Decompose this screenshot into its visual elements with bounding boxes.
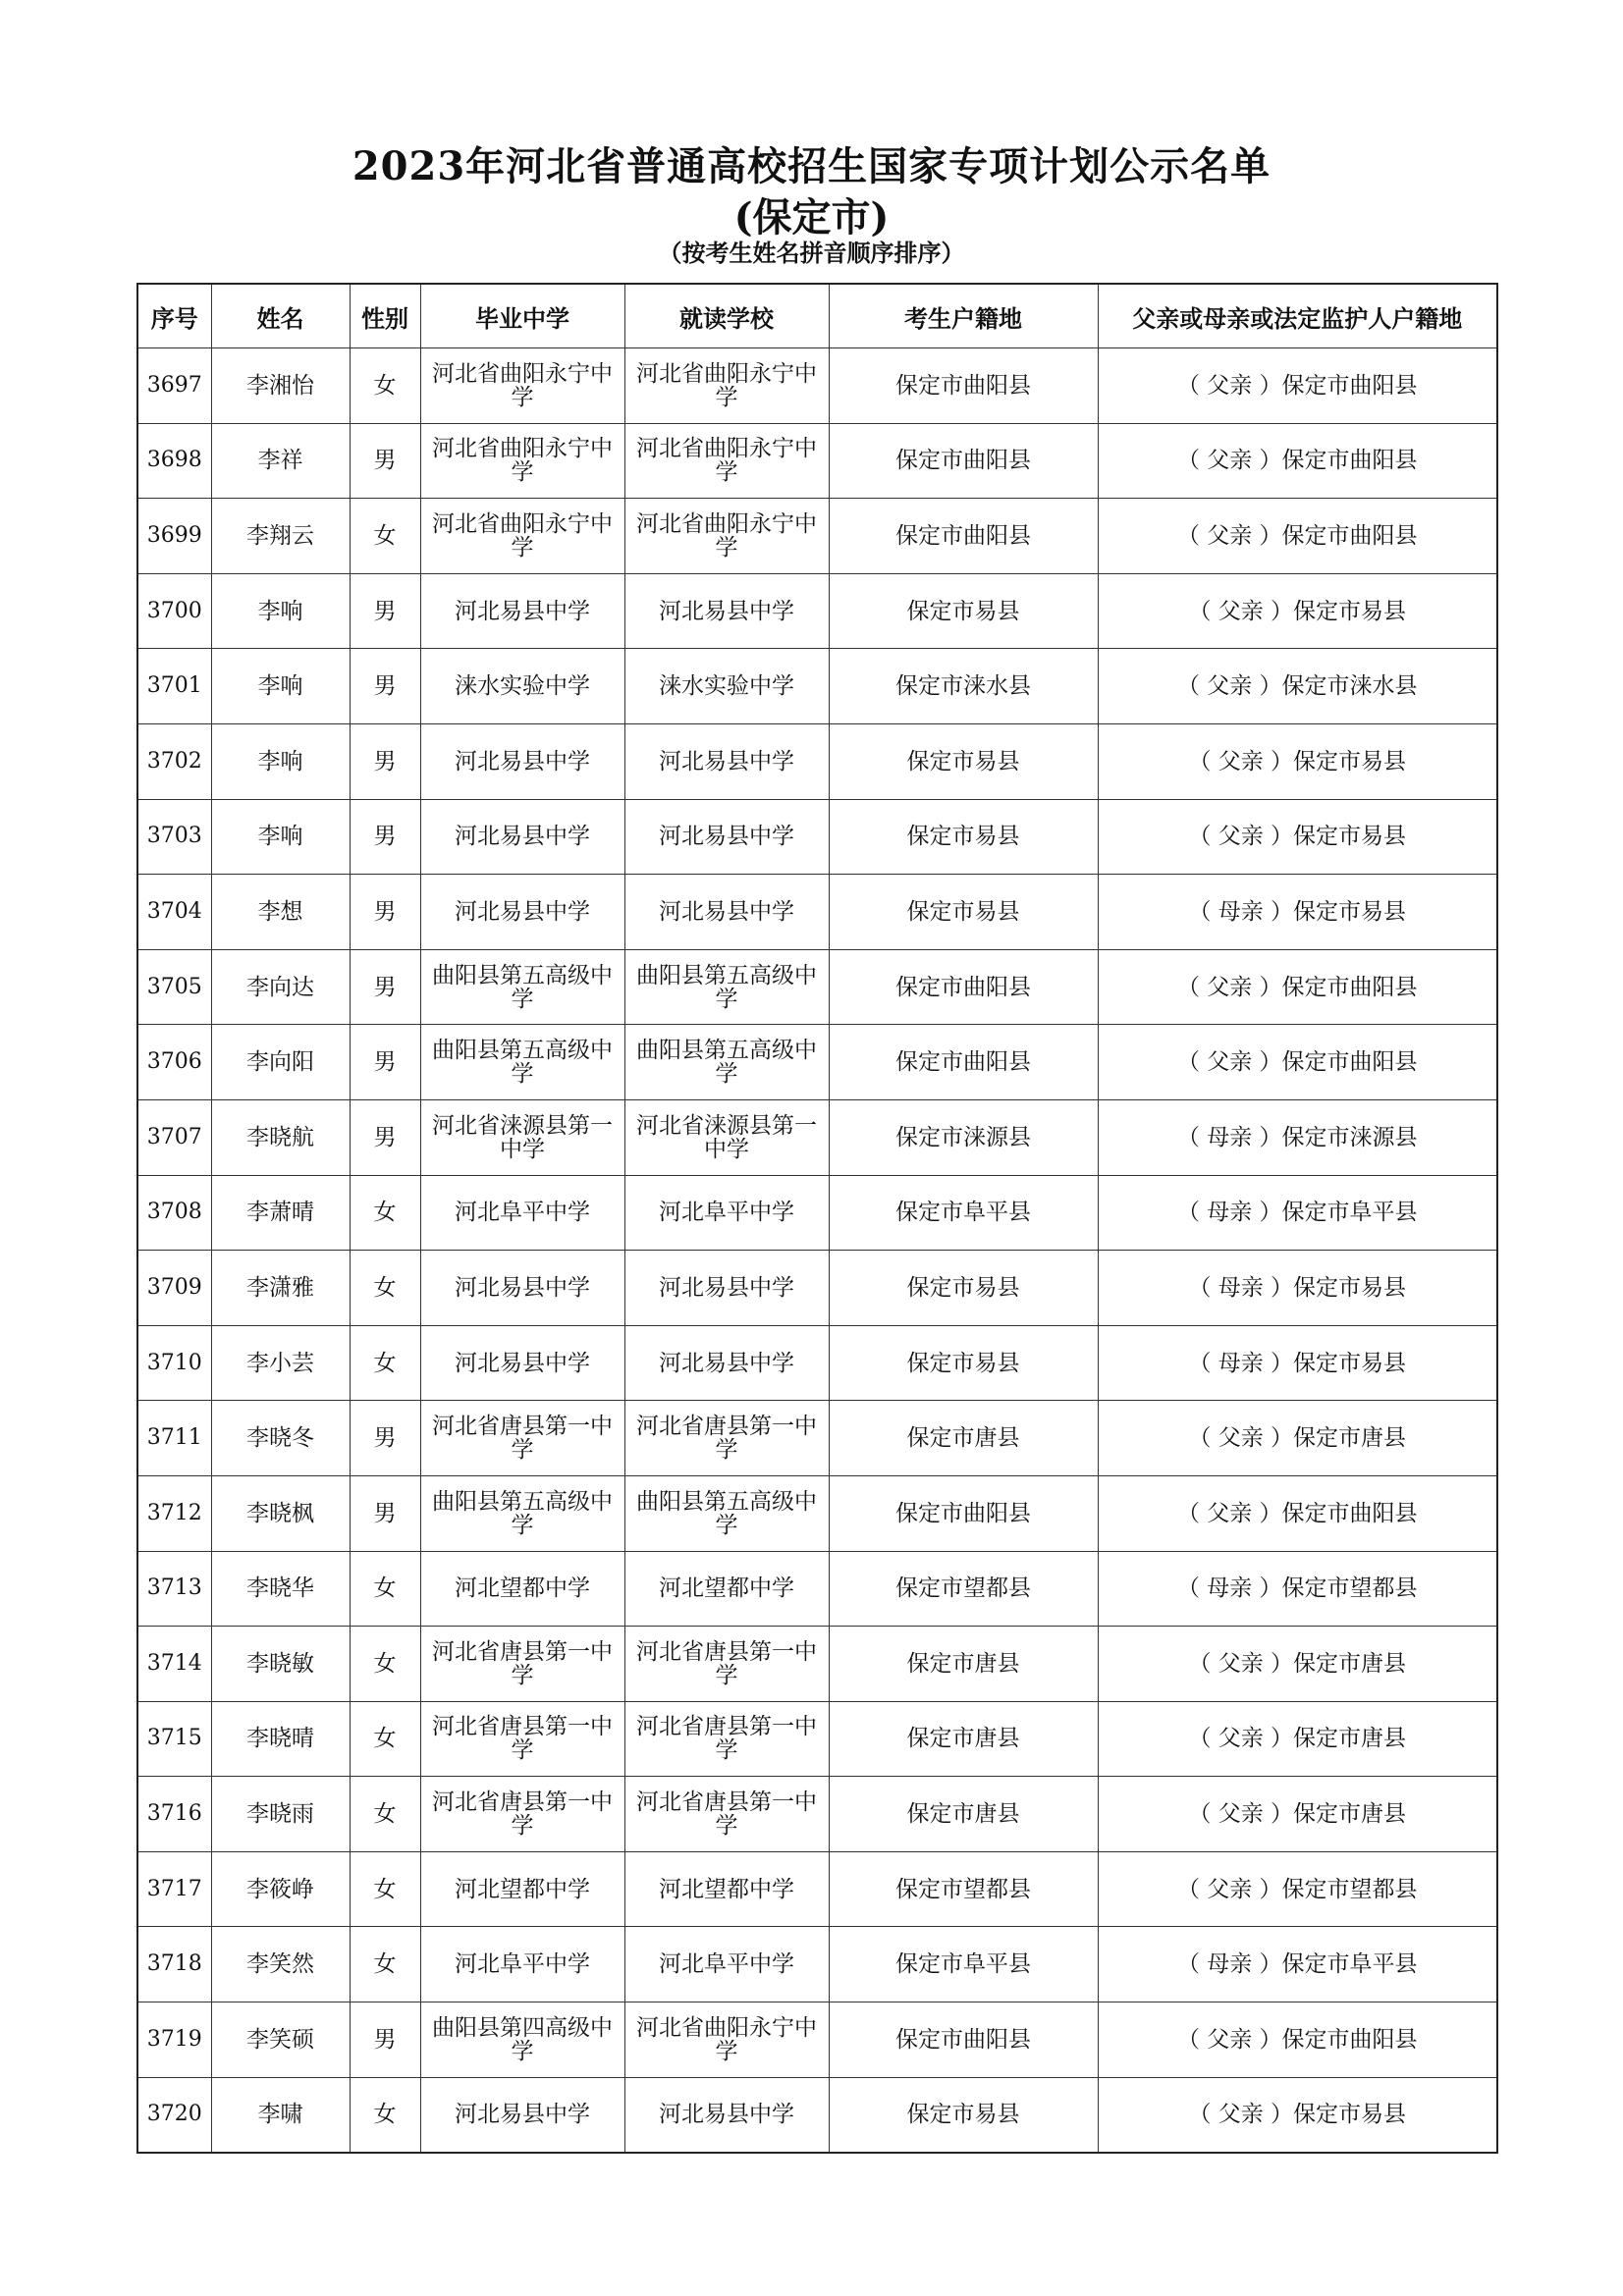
gender-cell: 女	[350, 1851, 420, 1927]
guardian-residence-cell: （ 母亲 ）保定市望都县	[1098, 1551, 1497, 1627]
table-row	[137, 949, 1497, 1025]
col-header-current-school: 就读学校	[624, 284, 829, 348]
residence-cell: 保定市易县	[829, 723, 1098, 799]
name-cell: 李筱峥	[211, 1851, 350, 1927]
residence-cell: 保定市易县	[829, 875, 1098, 950]
seq-cell: 3713	[137, 1551, 211, 1627]
current-school-cell: 河北易县中学	[624, 573, 829, 649]
guardian-residence-cell: （ 父亲 ）保定市易县	[1098, 723, 1497, 799]
current-school-cell: 河北易县中学	[624, 799, 829, 875]
table-row	[137, 2002, 1497, 2078]
seq-cell: 3707	[137, 1099, 211, 1175]
current-school-cell: 河北易县中学	[624, 723, 829, 799]
table-row	[137, 2077, 1497, 2153]
sort-note: （按考生姓名拼音顺序排序）	[658, 240, 965, 267]
name-cell: 李啸	[211, 2077, 350, 2153]
col-header-seq: 序号	[137, 284, 211, 348]
guardian-residence-cell: （ 父亲 ）保定市望都县	[1098, 1851, 1497, 1927]
residence-cell: 保定市易县	[829, 1251, 1098, 1326]
guardian-residence-cell: （ 父亲 ）保定市唐县	[1098, 1401, 1497, 1476]
roster-table	[136, 283, 1498, 2154]
residence-cell: 保定市唐县	[829, 1777, 1098, 1852]
grad-school-cell: 涞水实验中学	[420, 649, 624, 724]
seq-cell: 3712	[137, 1475, 211, 1551]
table-row	[137, 1851, 1497, 1927]
current-school-cell: 曲阳县第五高级中学	[624, 949, 829, 1025]
residence-cell: 保定市曲阳县	[829, 949, 1098, 1025]
grad-school-cell: 曲阳县第五高级中学	[420, 949, 624, 1025]
name-cell: 李笑然	[211, 1927, 350, 2002]
grad-school-cell: 河北省唐县第一中学	[420, 1777, 624, 1852]
col-header-guardian-residence: 父亲或母亲或法定监护人户籍地	[1098, 284, 1497, 348]
grad-school-cell: 河北省唐县第一中学	[420, 1401, 624, 1476]
name-cell: 李晓枫	[211, 1475, 350, 1551]
guardian-residence-cell: （ 父亲 ）保定市易县	[1098, 2077, 1497, 2153]
guardian-residence-cell: （ 父亲 ）保定市易县	[1098, 573, 1497, 649]
seq-cell: 3698	[137, 423, 211, 499]
seq-cell: 3709	[137, 1251, 211, 1326]
current-school-cell: 河北省曲阳永宁中学	[624, 423, 829, 499]
current-school-cell: 河北望都中学	[624, 1551, 829, 1627]
grad-school-cell: 河北阜平中学	[420, 1927, 624, 2002]
gender-cell: 女	[350, 1551, 420, 1627]
name-cell: 李向达	[211, 949, 350, 1025]
guardian-residence-cell: （ 母亲 ）保定市易县	[1098, 1251, 1497, 1326]
name-cell: 李晓航	[211, 1099, 350, 1175]
table-row	[137, 723, 1497, 799]
table-row	[137, 1551, 1497, 1627]
seq-cell: 3706	[137, 1025, 211, 1100]
seq-cell: 3715	[137, 1701, 211, 1777]
table-row	[137, 423, 1497, 499]
seq-cell: 3720	[137, 2077, 211, 2153]
gender-cell: 女	[350, 1325, 420, 1401]
name-cell: 李晓敏	[211, 1627, 350, 1702]
gender-cell: 女	[350, 348, 420, 424]
grad-school-cell: 河北易县中学	[420, 1325, 624, 1401]
seq-cell: 3701	[137, 649, 211, 724]
table-row	[137, 649, 1497, 724]
gender-cell: 男	[350, 1401, 420, 1476]
grad-school-cell: 河北省唐县第一中学	[420, 1701, 624, 1777]
guardian-residence-cell: （ 父亲 ）保定市唐县	[1098, 1627, 1497, 1702]
table-row	[137, 875, 1497, 950]
name-cell: 李响	[211, 723, 350, 799]
grad-school-cell: 曲阳县第五高级中学	[420, 1475, 624, 1551]
guardian-residence-cell: （ 母亲 ）保定市阜平县	[1098, 1175, 1497, 1251]
table-row	[137, 1325, 1497, 1401]
table-row	[137, 1701, 1497, 1777]
residence-cell: 保定市易县	[829, 573, 1098, 649]
guardian-residence-cell: （ 父亲 ）保定市曲阳县	[1098, 2002, 1497, 2078]
table-row	[137, 1175, 1497, 1251]
name-cell: 李湘怡	[211, 348, 350, 424]
residence-cell: 保定市曲阳县	[829, 499, 1098, 574]
gender-cell: 女	[350, 1777, 420, 1852]
current-school-cell: 曲阳县第五高级中学	[624, 1475, 829, 1551]
current-school-cell: 河北省唐县第一中学	[624, 1627, 829, 1702]
gender-cell: 女	[350, 1627, 420, 1702]
seq-cell: 3717	[137, 1851, 211, 1927]
gender-cell: 男	[350, 1099, 420, 1175]
residence-cell: 保定市易县	[829, 799, 1098, 875]
table-row	[137, 1927, 1497, 2002]
guardian-residence-cell: （ 母亲 ）保定市易县	[1098, 875, 1497, 950]
table-row	[137, 1025, 1497, 1100]
residence-cell: 保定市涞水县	[829, 649, 1098, 724]
current-school-cell: 河北省涞源县第一中学	[624, 1099, 829, 1175]
guardian-residence-cell: （ 父亲 ）保定市易县	[1098, 799, 1497, 875]
seq-cell: 3708	[137, 1175, 211, 1251]
current-school-cell: 河北易县中学	[624, 1251, 829, 1326]
residence-cell: 保定市易县	[829, 2077, 1098, 2153]
seq-cell: 3703	[137, 799, 211, 875]
grad-school-cell: 河北省曲阳永宁中学	[420, 423, 624, 499]
gender-cell: 男	[350, 723, 420, 799]
current-school-cell: 河北易县中学	[624, 1325, 829, 1401]
seq-cell: 3711	[137, 1401, 211, 1476]
page-title: 2023年河北省普通高校招生国家专项计划公示名单	[352, 143, 1271, 189]
name-cell: 李翔云	[211, 499, 350, 574]
residence-cell: 保定市阜平县	[829, 1175, 1098, 1251]
seq-cell: 3700	[137, 573, 211, 649]
current-school-cell: 涞水实验中学	[624, 649, 829, 724]
seq-cell: 3697	[137, 348, 211, 424]
grad-school-cell: 河北易县中学	[420, 1251, 624, 1326]
seq-cell: 3716	[137, 1777, 211, 1852]
gender-cell: 男	[350, 573, 420, 649]
seq-cell: 3710	[137, 1325, 211, 1401]
name-cell: 李祥	[211, 423, 350, 499]
seq-cell: 3704	[137, 875, 211, 950]
guardian-residence-cell: （ 父亲 ）保定市曲阳县	[1098, 949, 1497, 1025]
table-row	[137, 799, 1497, 875]
name-cell: 李晓雨	[211, 1777, 350, 1852]
guardian-residence-cell: （ 父亲 ）保定市曲阳县	[1098, 1025, 1497, 1100]
seq-cell: 3719	[137, 2002, 211, 2078]
grad-school-cell: 曲阳县第五高级中学	[420, 1025, 624, 1100]
current-school-cell: 河北省唐县第一中学	[624, 1401, 829, 1476]
current-school-cell: 河北望都中学	[624, 1851, 829, 1927]
residence-cell: 保定市曲阳县	[829, 348, 1098, 424]
name-cell: 李笑硕	[211, 2002, 350, 2078]
grad-school-cell: 河北省唐县第一中学	[420, 1627, 624, 1702]
seq-cell: 3699	[137, 499, 211, 574]
table-row	[137, 1401, 1497, 1476]
roster-body	[137, 348, 1497, 2154]
residence-cell: 保定市曲阳县	[829, 1025, 1098, 1100]
gender-cell: 男	[350, 1025, 420, 1100]
grad-school-cell: 河北望都中学	[420, 1551, 624, 1627]
current-school-cell: 河北省唐县第一中学	[624, 1777, 829, 1852]
col-header-name: 姓名	[211, 284, 350, 348]
grad-school-cell: 曲阳县第四高级中学	[420, 2002, 624, 2078]
guardian-residence-cell: （ 父亲 ）保定市曲阳县	[1098, 1475, 1497, 1551]
gender-cell: 女	[350, 1251, 420, 1326]
gender-cell: 男	[350, 2002, 420, 2078]
seq-cell: 3705	[137, 949, 211, 1025]
name-cell: 李小芸	[211, 1325, 350, 1401]
gender-cell: 男	[350, 423, 420, 499]
gender-cell: 女	[350, 1701, 420, 1777]
residence-cell: 保定市唐县	[829, 1701, 1098, 1777]
name-cell: 李晓华	[211, 1551, 350, 1627]
col-header-grad-school: 毕业中学	[420, 284, 624, 348]
residence-cell: 保定市易县	[829, 1325, 1098, 1401]
grad-school-cell: 河北省曲阳永宁中学	[420, 348, 624, 424]
seq-cell: 3714	[137, 1627, 211, 1702]
name-cell: 李想	[211, 875, 350, 950]
residence-cell: 保定市曲阳县	[829, 1475, 1098, 1551]
name-cell: 李向阳	[211, 1025, 350, 1100]
current-school-cell: 河北省曲阳永宁中学	[624, 348, 829, 424]
table-row	[137, 1777, 1497, 1852]
grad-school-cell: 河北易县中学	[420, 2077, 624, 2153]
grad-school-cell: 河北省涞源县第一中学	[420, 1099, 624, 1175]
col-header-gender: 性别	[350, 284, 420, 348]
table-row	[137, 573, 1497, 649]
residence-cell: 保定市涞源县	[829, 1099, 1098, 1175]
residence-cell: 保定市曲阳县	[829, 2002, 1098, 2078]
name-cell: 李潇雅	[211, 1251, 350, 1326]
current-school-cell: 河北省曲阳永宁中学	[624, 499, 829, 574]
current-school-cell: 曲阳县第五高级中学	[624, 1025, 829, 1100]
residence-cell: 保定市唐县	[829, 1627, 1098, 1702]
gender-cell: 男	[350, 649, 420, 724]
col-header-residence: 考生户籍地	[829, 284, 1098, 348]
name-cell: 李响	[211, 799, 350, 875]
table-row	[137, 1475, 1497, 1551]
current-school-cell: 河北阜平中学	[624, 1927, 829, 2002]
name-cell: 李晓晴	[211, 1701, 350, 1777]
residence-cell: 保定市唐县	[829, 1401, 1098, 1476]
guardian-residence-cell: （ 父亲 ）保定市曲阳县	[1098, 348, 1497, 424]
name-cell: 李响	[211, 649, 350, 724]
seq-cell: 3718	[137, 1927, 211, 2002]
gender-cell: 男	[350, 949, 420, 1025]
gender-cell: 女	[350, 1927, 420, 2002]
table-row	[137, 499, 1497, 574]
guardian-residence-cell: （ 父亲 ）保定市唐县	[1098, 1777, 1497, 1852]
residence-cell: 保定市望都县	[829, 1551, 1098, 1627]
gender-cell: 男	[350, 1475, 420, 1551]
table-row	[137, 1251, 1497, 1326]
guardian-residence-cell: （ 母亲 ）保定市易县	[1098, 1325, 1497, 1401]
table-row	[137, 1099, 1497, 1175]
gender-cell: 女	[350, 1175, 420, 1251]
current-school-cell: 河北易县中学	[624, 2077, 829, 2153]
name-cell: 李晓冬	[211, 1401, 350, 1476]
residence-cell: 保定市曲阳县	[829, 423, 1098, 499]
grad-school-cell: 河北易县中学	[420, 799, 624, 875]
residence-cell: 保定市望都县	[829, 1851, 1098, 1927]
page-subtitle: (保定市)	[733, 194, 890, 240]
grad-school-cell: 河北望都中学	[420, 1851, 624, 1927]
seq-cell: 3702	[137, 723, 211, 799]
gender-cell: 男	[350, 875, 420, 950]
table-row	[137, 348, 1497, 424]
guardian-residence-cell: （ 父亲 ）保定市涞水县	[1098, 649, 1497, 724]
guardian-residence-cell: （ 父亲 ）保定市曲阳县	[1098, 499, 1497, 574]
guardian-residence-cell: （ 父亲 ）保定市曲阳县	[1098, 423, 1497, 499]
current-school-cell: 河北易县中学	[624, 875, 829, 950]
grad-school-cell: 河北阜平中学	[420, 1175, 624, 1251]
current-school-cell: 河北省唐县第一中学	[624, 1701, 829, 1777]
grad-school-cell: 河北易县中学	[420, 723, 624, 799]
guardian-residence-cell: （ 母亲 ）保定市涞源县	[1098, 1099, 1497, 1175]
name-cell: 李萧晴	[211, 1175, 350, 1251]
table-row	[137, 1627, 1497, 1702]
grad-school-cell: 河北易县中学	[420, 573, 624, 649]
grad-school-cell: 河北省曲阳永宁中学	[420, 499, 624, 574]
gender-cell: 女	[350, 2077, 420, 2153]
header-row	[137, 284, 1497, 348]
guardian-residence-cell: （ 父亲 ）保定市唐县	[1098, 1701, 1497, 1777]
name-cell: 李响	[211, 573, 350, 649]
current-school-cell: 河北省曲阳永宁中学	[624, 2002, 829, 2078]
gender-cell: 男	[350, 799, 420, 875]
current-school-cell: 河北阜平中学	[624, 1175, 829, 1251]
residence-cell: 保定市阜平县	[829, 1927, 1098, 2002]
gender-cell: 女	[350, 499, 420, 574]
grad-school-cell: 河北易县中学	[420, 875, 624, 950]
guardian-residence-cell: （ 母亲 ）保定市阜平县	[1098, 1927, 1497, 2002]
